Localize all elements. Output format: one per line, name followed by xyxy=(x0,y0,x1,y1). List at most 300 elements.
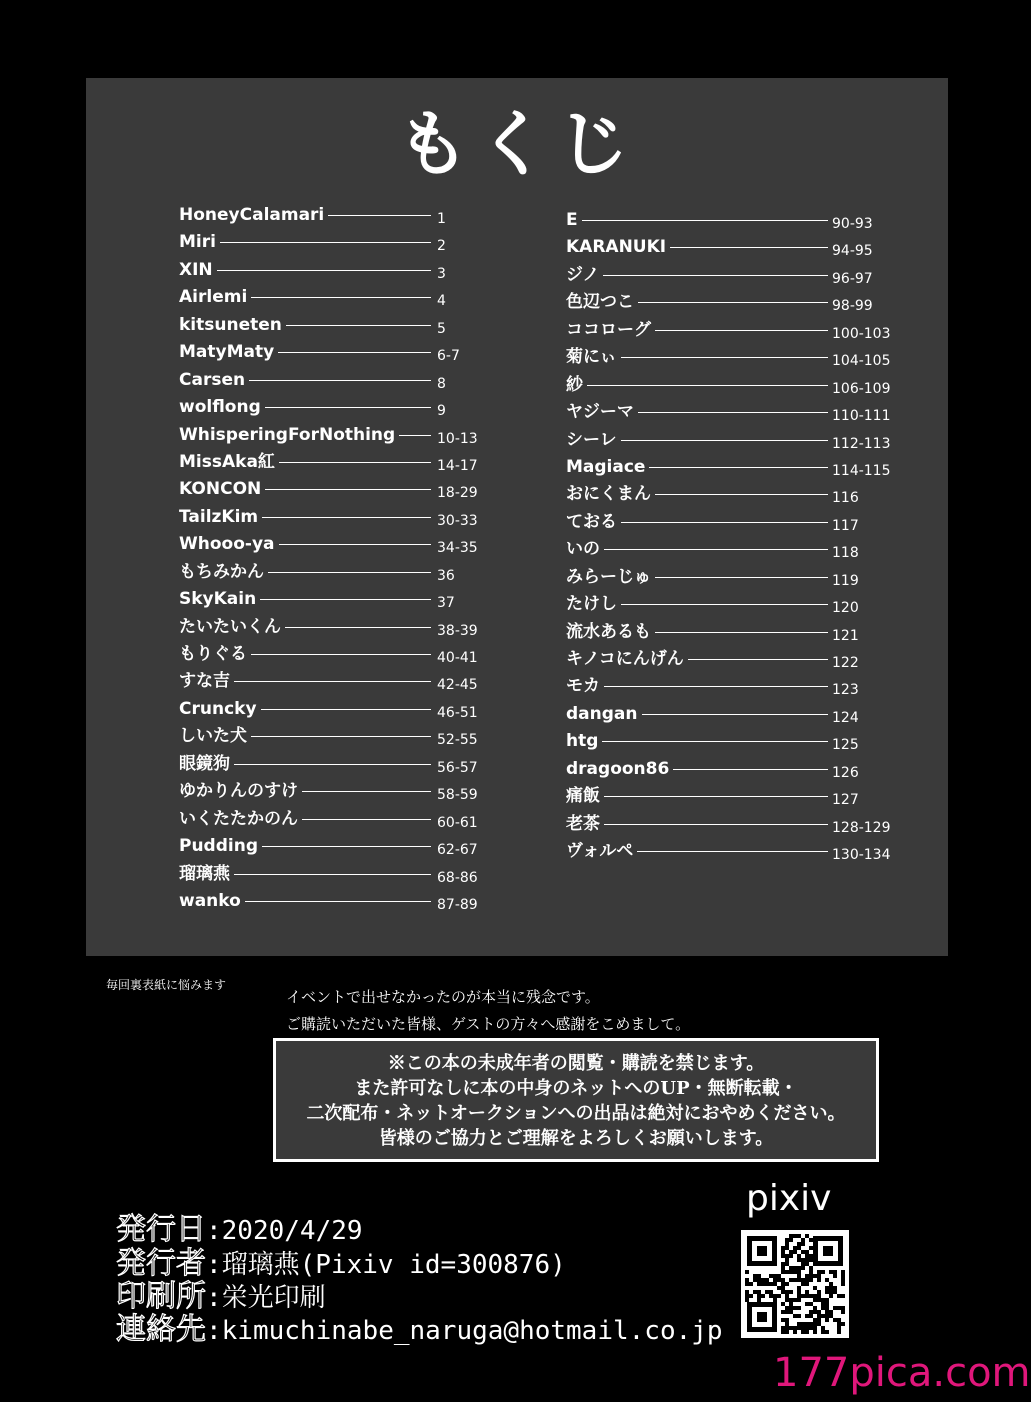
toc-entry xyxy=(179,231,559,258)
qr-module xyxy=(833,1318,837,1322)
qr-module xyxy=(793,1234,797,1238)
toc-entry-name: wanko xyxy=(179,890,241,911)
toc-entry-name: Whooo-ya xyxy=(179,534,275,555)
qr-module xyxy=(825,1298,829,1302)
printer-value: 栄光印刷 xyxy=(221,1283,326,1313)
toc-entry xyxy=(566,374,906,401)
toc-entry-pages: 1 xyxy=(437,211,446,227)
publication-date-label: 発行日 xyxy=(116,1212,206,1247)
qr-module xyxy=(749,1294,753,1298)
watermark: 177pica.com xyxy=(773,1350,1031,1396)
qr-module xyxy=(785,1254,789,1258)
toc-leader-line xyxy=(261,709,431,710)
toc-entry-pages: 120 xyxy=(832,600,859,617)
toc-leader-line xyxy=(621,522,828,523)
toc-entry-name: 瑠璃燕 xyxy=(179,863,230,884)
toc-entry-name: 菊にぃ xyxy=(566,347,617,368)
toc-leader-line xyxy=(649,467,828,468)
toc-leader-line xyxy=(688,659,828,660)
toc-entry xyxy=(566,785,906,812)
qr-module xyxy=(745,1282,749,1286)
toc-entry-pages: 56-57 xyxy=(437,759,478,776)
toc-entry-pages: 3 xyxy=(437,265,446,282)
qr-module xyxy=(833,1274,837,1278)
qr-module xyxy=(793,1246,797,1250)
qr-module xyxy=(781,1330,785,1334)
toc-leader-line xyxy=(621,440,828,441)
qr-module xyxy=(809,1294,813,1298)
qr-module xyxy=(773,1278,777,1282)
qr-module xyxy=(809,1274,813,1278)
qr-module xyxy=(805,1250,809,1254)
toc-entry xyxy=(179,670,559,697)
qr-module xyxy=(789,1310,793,1314)
qr-module xyxy=(833,1286,837,1290)
toc-entry-pages: 2 xyxy=(437,238,446,255)
qr-module xyxy=(789,1254,793,1258)
qr-module xyxy=(781,1266,785,1270)
qr-module xyxy=(761,1278,765,1282)
qr-module xyxy=(825,1330,829,1334)
toc-entry-name: ヴォルペ xyxy=(566,841,634,862)
qr-module xyxy=(813,1318,817,1322)
qr-module xyxy=(805,1278,809,1282)
qr-module xyxy=(825,1290,829,1294)
toc-leader-line xyxy=(278,352,431,353)
qr-module xyxy=(789,1306,793,1310)
toc-entry-pages: 4 xyxy=(437,293,446,310)
qr-module xyxy=(777,1286,781,1290)
qr-module xyxy=(805,1302,809,1306)
qr-module xyxy=(773,1282,777,1286)
qr-module xyxy=(829,1270,833,1274)
toc-entry-name: もちみかん xyxy=(179,561,264,582)
qr-module xyxy=(797,1326,801,1330)
qr-module xyxy=(757,1282,761,1286)
toc-entry xyxy=(566,319,906,346)
toc-entry-name: Miri xyxy=(179,232,216,253)
toc-entry-pages: 118 xyxy=(832,545,859,562)
contact-email[interactable]: kimuchinabe_naruga@hotmail.co.jp xyxy=(221,1316,723,1346)
toc-entry xyxy=(566,291,906,318)
toc-entry-pages: 8 xyxy=(437,375,446,392)
qr-module xyxy=(801,1258,805,1262)
toc-leader-line xyxy=(399,435,431,436)
toc-entry-name: 流水あるも xyxy=(566,621,651,642)
qr-module xyxy=(785,1330,789,1334)
publication-date: 発行日:2020/4/29 xyxy=(116,1212,363,1247)
qr-module xyxy=(817,1298,821,1302)
qr-module xyxy=(841,1274,845,1278)
qr-module xyxy=(817,1278,821,1282)
qr-module xyxy=(773,1298,777,1302)
toc-entry xyxy=(566,813,906,840)
toc-entry-name: KONCON xyxy=(179,479,262,500)
qr-module xyxy=(789,1238,793,1242)
toc-leader-line xyxy=(249,380,431,381)
qr-module xyxy=(837,1330,841,1334)
toc-leader-line xyxy=(604,796,828,797)
toc-entry-name: ておる xyxy=(566,511,617,532)
qr-module xyxy=(785,1258,789,1262)
qr-module xyxy=(817,1274,821,1278)
toc-entry-pages: 98-99 xyxy=(832,298,873,315)
pixiv-label: pixiv xyxy=(746,1178,832,1219)
toc-leader-line xyxy=(234,874,431,875)
qr-module xyxy=(821,1314,825,1318)
toc-entry xyxy=(179,369,559,396)
qr-module xyxy=(789,1278,793,1282)
qr-module xyxy=(809,1266,813,1270)
toc-entry-name: キノコにんげん xyxy=(566,649,684,669)
qr-module xyxy=(785,1242,789,1246)
back-cover-note: 毎回裏表紙に悩みます xyxy=(106,978,227,992)
toc-entry xyxy=(179,588,559,615)
qr-module xyxy=(785,1270,789,1274)
toc-entry-name: TailzKim xyxy=(179,506,259,527)
qr-code-icon[interactable] xyxy=(741,1230,849,1338)
qr-module xyxy=(785,1294,789,1298)
toc-entry-name: たけし xyxy=(566,594,617,615)
qr-module xyxy=(813,1286,817,1290)
toc-entry xyxy=(566,456,906,483)
toc-entry-pages: 122 xyxy=(832,655,859,671)
qr-module xyxy=(745,1294,749,1298)
toc-entry xyxy=(566,730,906,757)
qr-module xyxy=(829,1310,833,1314)
toc-title: もくじ xyxy=(396,102,637,186)
toc-entry xyxy=(179,424,559,451)
toc-leader-line xyxy=(637,851,828,852)
toc-entry xyxy=(179,506,559,533)
qr-module xyxy=(813,1326,817,1330)
toc-leader-line xyxy=(265,489,431,490)
toc-entry-pages: 37 xyxy=(437,595,455,612)
qr-module xyxy=(813,1306,817,1310)
toc-entry xyxy=(179,890,559,917)
qr-module xyxy=(801,1238,805,1242)
qr-module xyxy=(821,1326,825,1330)
qr-module xyxy=(809,1326,813,1330)
qr-module xyxy=(817,1314,821,1318)
toc-entry xyxy=(566,401,906,428)
qr-module xyxy=(761,1294,765,1298)
toc-entry-name: Airlemi xyxy=(179,287,248,308)
toc-entry-pages: 106-109 xyxy=(832,380,891,397)
qr-module xyxy=(817,1290,821,1294)
toc-leader-line xyxy=(638,412,828,413)
toc-entry-name: Magiace xyxy=(566,456,646,477)
toc-entry-name: もりぐる xyxy=(179,644,247,664)
qr-module xyxy=(781,1286,785,1290)
toc-entry-pages: 58-59 xyxy=(437,787,478,804)
toc-leader-line xyxy=(604,686,828,687)
toc-leader-line xyxy=(302,791,431,792)
toc-leader-line xyxy=(265,407,431,408)
toc-leader-line xyxy=(245,901,431,902)
qr-module xyxy=(809,1270,813,1274)
qr-module xyxy=(785,1326,789,1330)
qr-module xyxy=(777,1274,781,1278)
publication-date-value: 2020/4/29 xyxy=(221,1216,363,1246)
qr-module xyxy=(785,1262,789,1266)
toc-entry-pages: 46-51 xyxy=(437,704,478,721)
toc-entry-pages: 18-29 xyxy=(437,485,478,502)
toc-entry-pages: 100-103 xyxy=(832,325,891,342)
qr-module xyxy=(809,1258,813,1262)
toc-entry-pages: 5 xyxy=(437,320,446,337)
toc-entry xyxy=(179,780,559,807)
qr-module xyxy=(757,1278,761,1282)
toc-entry-pages: 90-93 xyxy=(832,216,873,232)
qr-module xyxy=(801,1250,805,1254)
qr-module xyxy=(805,1234,809,1238)
toc-entry xyxy=(179,259,559,286)
toc-entry-name: htg xyxy=(566,731,599,752)
toc-leader-line xyxy=(655,494,828,495)
toc-entry-name: HoneyCalamari xyxy=(179,205,325,225)
toc-entry-pages: 36 xyxy=(437,567,455,584)
toc-entry xyxy=(566,648,906,675)
toc-entry-name: モカ xyxy=(566,676,600,697)
qr-module xyxy=(801,1326,805,1330)
qr-module xyxy=(777,1294,781,1298)
toc-entry-pages: 130-134 xyxy=(832,847,891,864)
toc-entry-pages: 9 xyxy=(437,403,446,420)
toc-leader-line xyxy=(234,764,431,765)
qr-module xyxy=(797,1278,801,1282)
qr-module xyxy=(793,1266,797,1270)
toc-entry-name: たいたいくん xyxy=(179,616,281,637)
qr-module xyxy=(757,1294,761,1298)
toc-entry-name: ヤジーマ xyxy=(566,402,634,423)
toc-entry-pages: 42-45 xyxy=(437,677,478,694)
toc-entry xyxy=(179,863,559,890)
toc-leader-line xyxy=(220,242,431,243)
qr-module xyxy=(789,1250,793,1254)
toc-entry-pages: 30-33 xyxy=(437,512,478,529)
qr-module xyxy=(797,1274,801,1278)
toc-leader-line xyxy=(655,577,828,578)
qr-module xyxy=(785,1306,789,1310)
toc-right-column xyxy=(566,209,906,868)
qr-module xyxy=(785,1310,789,1314)
toc-entry-name: ゆかりんのすけ xyxy=(179,781,298,802)
toc-entry-name: 痛飯 xyxy=(566,786,600,807)
qr-module xyxy=(809,1310,813,1314)
qr-module xyxy=(829,1294,833,1298)
toc-leader-line xyxy=(655,632,828,633)
qr-module xyxy=(801,1322,805,1326)
qr-module xyxy=(825,1286,829,1290)
publisher: 発行者:瑠璃燕(Pixiv id=300876) xyxy=(116,1246,566,1281)
toc-entry xyxy=(566,593,906,620)
warning-line: 皆様のご協力とご理解をよろしくお願いします。 xyxy=(378,1128,774,1149)
qr-module xyxy=(813,1330,817,1334)
qr-module xyxy=(841,1322,845,1326)
qr-module xyxy=(777,1278,781,1282)
toc-entry-pages: 116 xyxy=(832,490,859,507)
qr-module xyxy=(797,1242,801,1246)
qr-module xyxy=(781,1278,785,1282)
toc-leader-line xyxy=(251,736,431,737)
qr-module xyxy=(781,1290,785,1294)
toc-entry-pages: 110-111 xyxy=(832,408,891,425)
toc-leader-line xyxy=(234,681,431,682)
toc-entry-name: 老茶 xyxy=(566,813,600,834)
qr-module xyxy=(805,1294,809,1298)
qr-module xyxy=(809,1302,813,1306)
toc-entry xyxy=(179,341,559,368)
toc-entry xyxy=(179,314,559,341)
qr-module xyxy=(805,1258,809,1262)
qr-module xyxy=(833,1290,837,1294)
toc-entry-pages: 40-41 xyxy=(437,650,478,666)
toc-entry-pages: 52-55 xyxy=(437,732,478,749)
toc-entry-name: dangan xyxy=(566,703,638,724)
toc-entry-name: しいた犬 xyxy=(179,726,247,747)
qr-module xyxy=(769,1282,773,1286)
qr-module xyxy=(805,1330,809,1334)
toc-entry-name: wolflong xyxy=(179,397,261,418)
toc-entry-name: SkyKain xyxy=(179,589,257,610)
qr-module xyxy=(833,1306,837,1310)
qr-module xyxy=(821,1306,825,1310)
qr-module xyxy=(793,1250,797,1254)
toc-entry-pages: 128-129 xyxy=(832,819,891,836)
qr-module xyxy=(781,1302,785,1306)
toc-leader-line xyxy=(621,357,828,358)
toc-entry xyxy=(566,758,906,785)
toc-entry-name: みらーじゅ xyxy=(566,566,651,587)
toc-entry-pages: 62-67 xyxy=(437,842,478,859)
qr-module xyxy=(789,1326,793,1330)
qr-module xyxy=(793,1298,797,1302)
warning-line: 二次配布・ネットオークションへの出品は絶対におやめください。 xyxy=(306,1103,846,1124)
qr-module xyxy=(781,1246,785,1250)
toc-leader-line xyxy=(621,604,828,605)
qr-module xyxy=(789,1270,793,1274)
qr-module xyxy=(793,1306,797,1310)
printer-label: 印刷所 xyxy=(116,1279,206,1314)
toc-entry-pages: 112-113 xyxy=(832,435,891,452)
toc-leader-line xyxy=(604,824,828,825)
qr-module xyxy=(833,1270,837,1274)
toc-entry xyxy=(566,264,906,291)
qr-module xyxy=(785,1322,789,1326)
qr-module xyxy=(761,1282,765,1286)
toc-entry-pages: 114-115 xyxy=(832,462,891,479)
qr-module xyxy=(745,1270,749,1274)
contact: 連絡先:kimuchinabe_naruga@hotmail.co.jp xyxy=(116,1312,723,1347)
qr-module xyxy=(841,1294,845,1298)
qr-module xyxy=(785,1282,789,1286)
toc-entry-name: すな吉 xyxy=(179,671,230,692)
qr-module xyxy=(801,1282,805,1286)
toc-entry-name: kitsuneten xyxy=(179,314,282,335)
qr-module xyxy=(841,1306,845,1310)
qr-module xyxy=(781,1310,785,1314)
toc-entry-name: KARANUKI xyxy=(566,237,667,258)
toc-entry-pages: 126 xyxy=(832,764,859,781)
toc-entry-name: ジノ xyxy=(566,264,600,285)
qr-module xyxy=(797,1314,801,1318)
qr-module xyxy=(797,1258,801,1262)
qr-module xyxy=(753,1278,757,1282)
qr-module xyxy=(805,1282,809,1286)
qr-module xyxy=(821,1298,825,1302)
toc-entry xyxy=(179,698,559,725)
toc-entry xyxy=(179,533,559,560)
thanks-message: ご購読いただいた皆様、ゲストの方々へ感謝をこめまして。 xyxy=(286,1015,691,1033)
qr-module xyxy=(793,1278,797,1282)
toc-entry xyxy=(179,451,559,478)
toc-entry-pages: 14-17 xyxy=(437,457,478,474)
toc-entry xyxy=(179,725,559,752)
qr-module xyxy=(773,1274,777,1278)
toc-entry-name: 眼鏡狗 xyxy=(179,753,230,774)
qr-module xyxy=(817,1270,821,1274)
toc-entry-name: Cruncky xyxy=(179,698,257,719)
qr-module xyxy=(801,1330,805,1334)
qr-module xyxy=(841,1282,845,1286)
toc-entry xyxy=(566,483,906,510)
qr-module xyxy=(749,1282,753,1286)
toc-entry xyxy=(566,429,906,456)
toc-leader-line xyxy=(603,275,828,276)
qr-module xyxy=(841,1310,845,1314)
contact-label: 連絡先 xyxy=(116,1312,206,1347)
qr-module xyxy=(781,1270,785,1274)
qr-module xyxy=(785,1298,789,1302)
toc-entry-pages: 124 xyxy=(832,709,859,726)
toc-entry-pages: 34-35 xyxy=(437,540,478,557)
qr-module xyxy=(797,1286,801,1290)
toc-entry-pages: 125 xyxy=(832,737,859,754)
qr-module xyxy=(797,1290,801,1294)
qr-module xyxy=(745,1298,749,1302)
toc-leader-line xyxy=(302,819,431,820)
qr-module xyxy=(793,1326,797,1330)
qr-module xyxy=(829,1286,833,1290)
qr-module xyxy=(813,1294,817,1298)
qr-module xyxy=(745,1290,749,1294)
toc-entry xyxy=(566,236,906,263)
toc-entry xyxy=(179,643,559,670)
qr-module xyxy=(809,1254,813,1258)
toc-leader-line xyxy=(638,302,828,303)
qr-module xyxy=(805,1322,809,1326)
toc-entry xyxy=(179,808,559,835)
publisher-value: 瑠璃燕(Pixiv id=300876) xyxy=(221,1250,566,1280)
qr-module xyxy=(809,1278,813,1282)
qr-module xyxy=(753,1274,757,1278)
toc-entry xyxy=(566,566,906,593)
toc-entry-pages: 127 xyxy=(832,792,859,809)
toc-leader-line xyxy=(328,215,431,216)
toc-entry-pages: 96-97 xyxy=(832,270,873,287)
qr-module xyxy=(801,1294,805,1298)
qr-module xyxy=(773,1294,777,1298)
toc-entry xyxy=(566,511,906,538)
qr-module xyxy=(793,1270,797,1274)
qr-module xyxy=(797,1306,801,1310)
qr-module xyxy=(837,1318,841,1322)
toc-entry-pages: 121 xyxy=(832,627,859,644)
toc-leader-line xyxy=(279,544,431,545)
qr-module xyxy=(757,1274,761,1278)
warning-box xyxy=(273,1038,879,1162)
